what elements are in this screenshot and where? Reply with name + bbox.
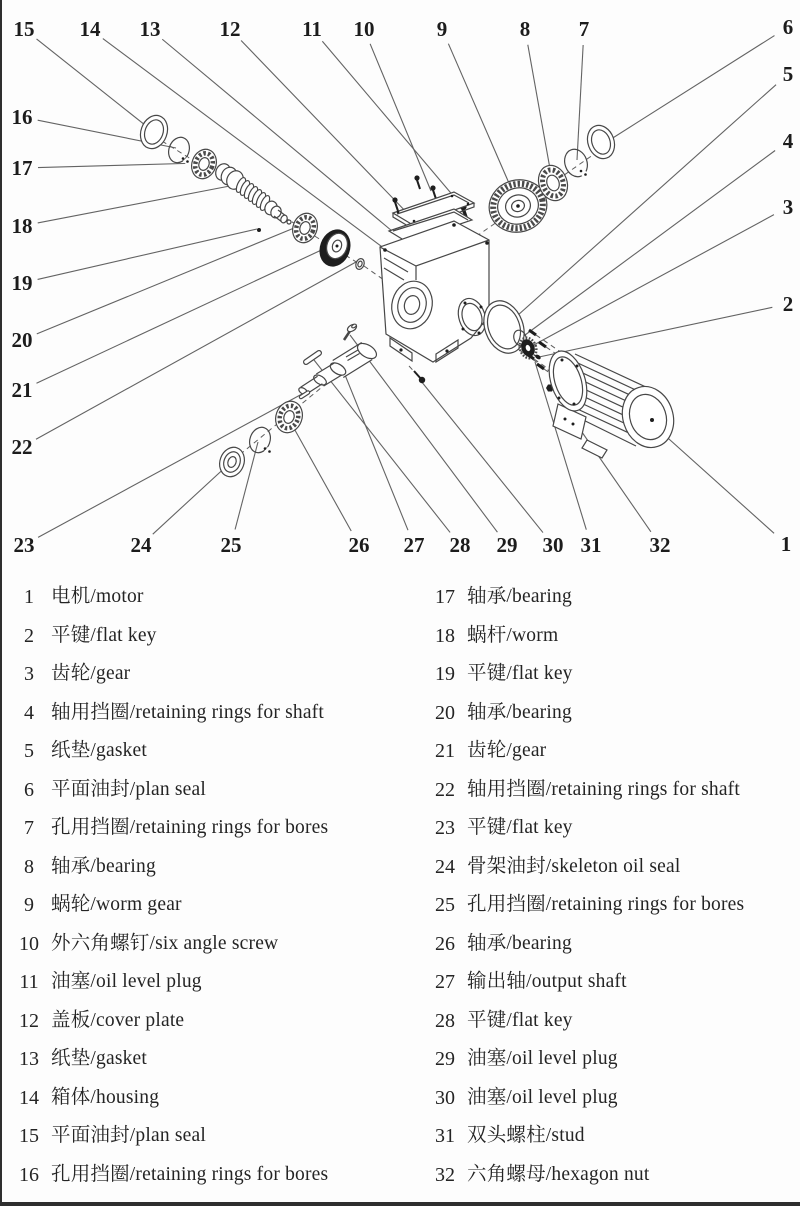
callout-leader: [577, 45, 583, 160]
callout-leader: [448, 44, 515, 197]
callout-label: 19: [11, 271, 33, 295]
callout-leader: [421, 381, 543, 533]
flat-key-2: [534, 354, 541, 361]
bearing-26: [271, 398, 306, 437]
parts-list-item: [14, 848, 414, 887]
parts-list-item: [430, 578, 798, 617]
skeleton-oil-seal-24: [216, 444, 249, 480]
parts-list-item: [430, 963, 798, 1002]
part-number: 28: [435, 1009, 455, 1032]
callout-leader: [530, 215, 774, 347]
part-label: 输出轴/output shaft: [467, 971, 627, 992]
gear-21: [314, 225, 355, 271]
part-number: 22: [435, 778, 455, 801]
callout-label: 11: [302, 17, 322, 41]
part-label: 油塞/oil level plug: [467, 1048, 618, 1069]
parts-list-item: [14, 578, 414, 617]
part-number: 23: [435, 817, 455, 839]
callout-leader: [370, 44, 431, 191]
callout-leader: [291, 423, 351, 531]
part-number: 27: [435, 971, 455, 993]
callout-label: 15: [13, 17, 35, 41]
parts-list-item: [14, 1040, 414, 1079]
retaining-ring-7: [561, 146, 591, 180]
parts-list-item: [14, 1079, 414, 1118]
callout-label: 25: [220, 533, 242, 557]
part-number: 9: [24, 894, 34, 916]
callout-leader: [528, 45, 552, 180]
parts-list-item: [430, 886, 798, 925]
output-shaft-27: [298, 340, 379, 395]
plan-seal-6: [583, 122, 619, 163]
callout-leader: [38, 163, 201, 168]
motor-1: [542, 346, 681, 458]
callout-label: 8: [519, 17, 531, 41]
part-number: 6: [24, 778, 34, 801]
callout-label: 9: [436, 17, 448, 41]
parts-list-item: [14, 963, 414, 1002]
part-label: 外六角螺钉/six angle screw: [51, 932, 279, 954]
flat-key-19: [257, 228, 261, 232]
part-label: 孔用挡圈/retaining rings for bores: [467, 894, 745, 915]
part-label: 轴承/bearing: [467, 586, 572, 607]
retaining-ring-22: [354, 257, 365, 270]
callout-label: 3: [782, 195, 794, 219]
part-number: 7: [24, 817, 34, 839]
part-label: 油塞/oil level plug: [467, 1086, 618, 1108]
part-label: 齿轮/gear: [467, 740, 547, 761]
callout-leader: [608, 36, 774, 141]
callout-label: 20: [11, 328, 33, 352]
callout-leader: [37, 39, 150, 129]
part-number: 26: [435, 932, 455, 955]
part-number: 31: [435, 1125, 455, 1147]
callout-leader: [38, 229, 257, 279]
parts-list-item: [430, 1040, 798, 1079]
part-label: 箱体/housing: [51, 1086, 160, 1108]
callout-label: 28: [449, 533, 471, 557]
parts-list-item: [14, 732, 414, 771]
part-label: 平面油封/plan seal: [51, 778, 206, 800]
parts-list-item: [430, 732, 798, 771]
parts-list-item: [14, 886, 414, 925]
part-number: 19: [435, 663, 455, 685]
callout-label: 32: [649, 533, 671, 557]
parts-list-item: [14, 694, 414, 733]
part-number: 30: [435, 1086, 455, 1109]
callout-label: 6: [782, 15, 794, 39]
parts-list-item: [14, 1117, 414, 1156]
callout-label: 2: [782, 292, 794, 316]
part-number: 4: [24, 701, 34, 724]
parts-list-item: [430, 1156, 798, 1195]
part-number: 1: [24, 586, 34, 608]
retaining-ring-25: [246, 424, 274, 455]
part-label: 蜗轮/worm gear: [51, 894, 182, 915]
callout-label: 10: [353, 17, 375, 41]
part-label: 双头螺柱/stud: [467, 1125, 585, 1146]
callout-leader: [539, 307, 772, 357]
part-number: 16: [19, 1163, 39, 1186]
callout-leader: [36, 262, 356, 439]
callout-label: 4: [782, 129, 794, 153]
callout-leader: [322, 41, 461, 205]
part-number: 32: [435, 1163, 455, 1186]
part-number: 20: [435, 701, 455, 724]
callout-leader: [241, 41, 410, 216]
callout-label: 29: [496, 533, 518, 557]
callout-label: 21: [11, 378, 33, 402]
exploded-view-diagram: [2, 0, 800, 570]
callout-label: 24: [130, 533, 152, 557]
callout-label: 13: [139, 17, 161, 41]
part-label: 平面油封/plan seal: [51, 1125, 206, 1146]
part-label: 纸垫/gasket: [51, 740, 148, 761]
parts-list-item: [14, 617, 414, 656]
callout-leader: [36, 246, 330, 383]
parts-list-item: [14, 1156, 414, 1195]
part-number: 24: [435, 855, 455, 878]
part-label: 平键/flat key: [467, 663, 573, 684]
callout-leader: [37, 226, 299, 334]
part-number: 5: [24, 740, 34, 762]
callout-label: 18: [11, 214, 33, 238]
callout-label: 7: [578, 17, 590, 41]
callout-leader: [508, 85, 776, 324]
part-number: 25: [435, 894, 455, 916]
part-number: 29: [435, 1048, 455, 1070]
parts-list-item: [430, 1079, 798, 1118]
part-label: 平键/flat key: [51, 624, 157, 646]
callout-label: 12: [219, 17, 241, 41]
part-label: 孔用挡圈/retaining rings for bores: [51, 817, 329, 838]
parts-list-item: [430, 655, 798, 694]
callout-leader: [314, 360, 450, 532]
part-label: 电机/motor: [51, 586, 144, 607]
callout-label: 31: [580, 533, 602, 557]
parts-list: [2, 578, 800, 1194]
part-label: 轴承/bearing: [51, 855, 156, 877]
parts-list-item: [14, 925, 414, 964]
part-label: 轴承/bearing: [467, 932, 572, 954]
part-label: 六角螺母/hexagon nut: [467, 1163, 650, 1185]
callout-label: 23: [13, 533, 35, 557]
part-number: 11: [19, 971, 39, 993]
parts-list-item: [14, 809, 414, 848]
parts-list-item: [430, 1117, 798, 1156]
callout-label: 17: [11, 156, 33, 180]
parts-list-item: [14, 1002, 414, 1041]
parts-list-item: [14, 771, 414, 810]
part-number: 3: [24, 663, 34, 685]
callout-label: 1: [780, 532, 792, 556]
part-label: 油塞/oil level plug: [51, 971, 202, 992]
part-label: 盖板/cover plate: [51, 1009, 185, 1031]
callout-label: 26: [348, 533, 370, 557]
part-number: 12: [19, 1009, 39, 1032]
part-label: 纸垫/gasket: [51, 1048, 148, 1069]
part-number: 8: [24, 855, 34, 878]
flat-key-28: [306, 353, 319, 362]
part-number: 17: [435, 586, 455, 608]
part-label: 平键/flat key: [467, 817, 573, 838]
retaining-ring-16: [165, 134, 193, 165]
part-number: 15: [19, 1125, 39, 1147]
oil-level-plug-29: [344, 323, 358, 340]
parts-list-item: [14, 655, 414, 694]
parts-list-item: [430, 694, 798, 733]
parts-list-item: [430, 925, 798, 964]
part-label: 轴用挡圈/retaining rings for shaft: [51, 701, 324, 723]
callout-leader: [343, 370, 408, 530]
parts-list-item: [430, 771, 798, 810]
parts-list-item: [430, 617, 798, 656]
part-number: 13: [19, 1048, 39, 1070]
part-label: 蜗杆/worm: [467, 624, 559, 646]
callout-label: 27: [403, 533, 425, 557]
parts-list-item: [430, 848, 798, 887]
callout-leader: [38, 394, 302, 537]
callout-label: 14: [79, 17, 101, 41]
callout-leader: [162, 39, 398, 236]
housing-14: [380, 221, 490, 362]
bearing-20: [289, 210, 322, 246]
callout-label: 22: [11, 435, 33, 459]
callout-label: 16: [11, 105, 33, 129]
part-label: 骨架油封/skeleton oil seal: [467, 855, 681, 877]
part-label: 孔用挡圈/retaining rings for bores: [51, 1163, 329, 1185]
part-number: 10: [19, 932, 39, 955]
callout-label: 30: [542, 533, 564, 557]
part-number: 2: [24, 624, 34, 647]
bearing-17: [188, 146, 221, 182]
part-label: 平键/flat key: [467, 1009, 573, 1031]
oil-level-plug-30: [414, 371, 425, 383]
part-number: 18: [435, 624, 455, 647]
parts-list-column-left: [14, 578, 414, 1194]
parts-list-column-right: [430, 578, 798, 1194]
parts-list-item: [430, 809, 798, 848]
callout-label: 5: [782, 62, 794, 86]
part-number: 14: [19, 1086, 39, 1109]
callout-leader: [38, 185, 235, 223]
part-label: 轴用挡圈/retaining rings for shaft: [467, 778, 740, 800]
parts-list-item: [430, 1002, 798, 1041]
part-label: 齿轮/gear: [51, 663, 131, 684]
part-number: 21: [435, 740, 455, 762]
callout-leader: [153, 463, 230, 534]
part-label: 轴承/bearing: [467, 701, 572, 723]
